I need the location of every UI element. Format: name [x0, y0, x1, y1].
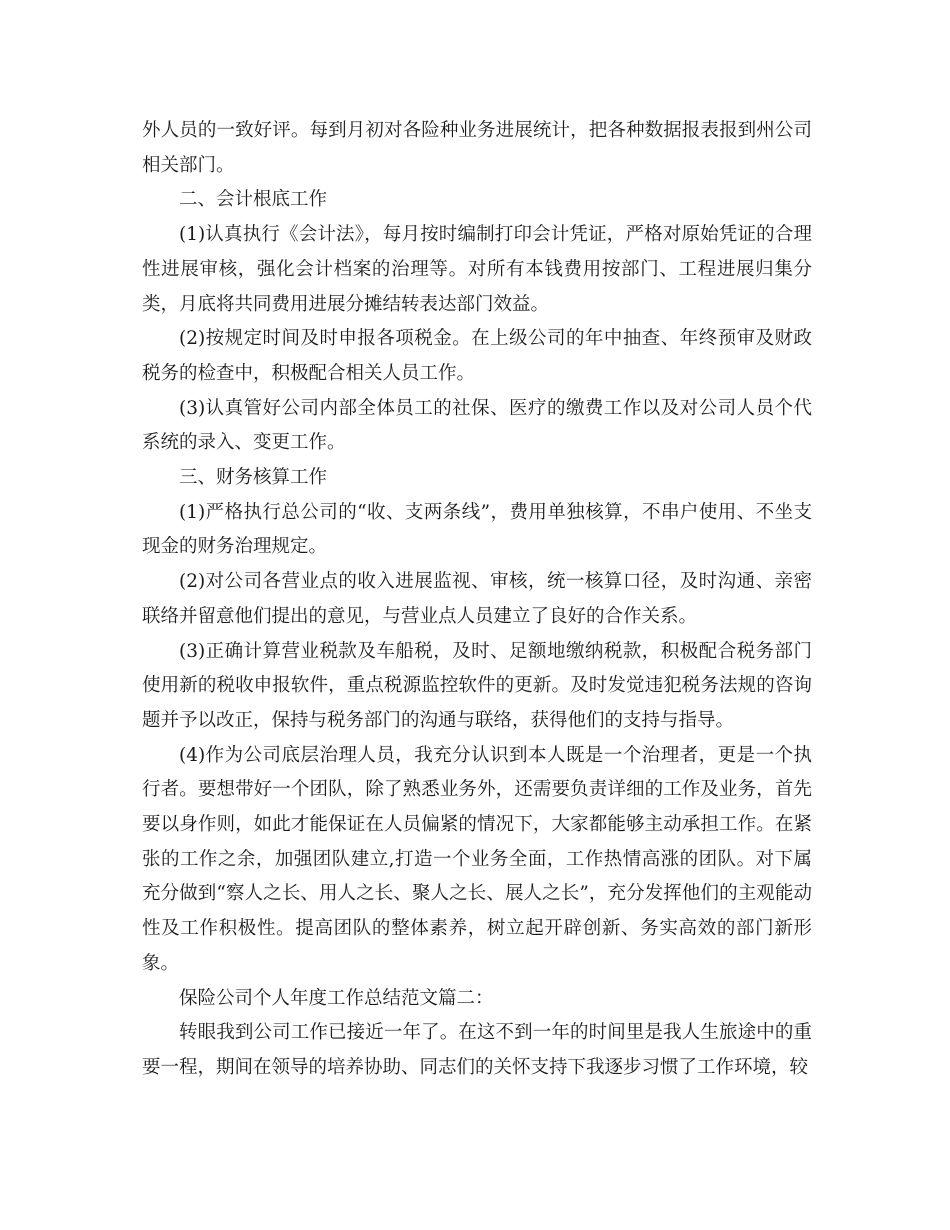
- paragraph-part-two-intro: 转眼我到公司工作已接近一年了。在这不到一年的时间里是我人生旅途中的重要一程，期间在领导的培养协助、同志们的关怀支持下我逐步习惯了工作环境，较: [142, 1022, 812, 1078]
- paragraph-finance-1: (1)严格执行总公司的“收、支两条线”，费用单独核算，不串户使用、不坐支现金的财务治理规定。: [142, 501, 812, 558]
- paragraph-finance-2: (2)对公司各营业点的收入进展监视、审核，统一核算口径，及时沟通、亲密联络并留意他们提出的意见，与营业点人员建立了良好的合作关系。: [142, 571, 812, 627]
- section-heading-accounting: 二、会计根底工作: [179, 189, 328, 211]
- section-heading-finance: 三、财务核算工作: [179, 467, 328, 489]
- document-body: [142, 114, 812, 1086]
- section-heading-part-two: 保险公司个人年度工作总结范文篇二：: [179, 987, 494, 1009]
- paragraph-accounting-3: (3)认真管好公司内部全体员工的社保、医疗的缴费工作以及对公司人员个代系统的录入、变更工作。: [142, 397, 812, 454]
- paragraph-finance-3: (3)正确计算营业税款及车船税，及时、足额地缴纳税款，积极配合税务部门使用新的税收申报软件，重点税源监控软件的更新。及时发觉违犯税务法规的咨询题并予以改正，保持与税务部门的沟通与联络，获得他们的支持与指导。: [142, 640, 812, 731]
- paragraph-accounting-2: (2)按规定时间及时申报各项税金。在上级公司的年中抽查、年终预审及财政税务的检查中，积极配合相关人员工作。: [142, 328, 812, 384]
- paragraph-accounting-1: (1)认真执行《会计法》，每月按时编制打印会计凭证，严格对原始凭证的合理性进展审核，强化会计档案的治理等。对所有本钱费用按部门、工程进展归集分类，月底将共同费用进展分摊结转表达部门效益。: [142, 224, 812, 315]
- paragraph-finance-4: (4)作为公司底层治理人员，我充分认识到本人既是一个治理者，更是一个执行者。要想带好一个团队，除了熟悉业务外，还需要负责详细的工作及业务，首先要以身作则，如此才能保证在人员偏紧的情况下，大家都能够主动承担工作。在紧张的工作之余，加强团队建立,打造一个业务全面，工作热情高涨的团队。对下属充分做到“察人之长、用人之长、聚人之长、展人之长”，充分发挥他们的主观能动性及工作积极性。提高团队的整体素养，树立起开辟创新、务实高效的部门新形象。: [142, 744, 812, 974]
- paragraph-continuation: 外人员的一致好评。每到月初对各险种业务进展统计，把各种数据报表报到州公司相关部门。: [142, 120, 812, 176]
